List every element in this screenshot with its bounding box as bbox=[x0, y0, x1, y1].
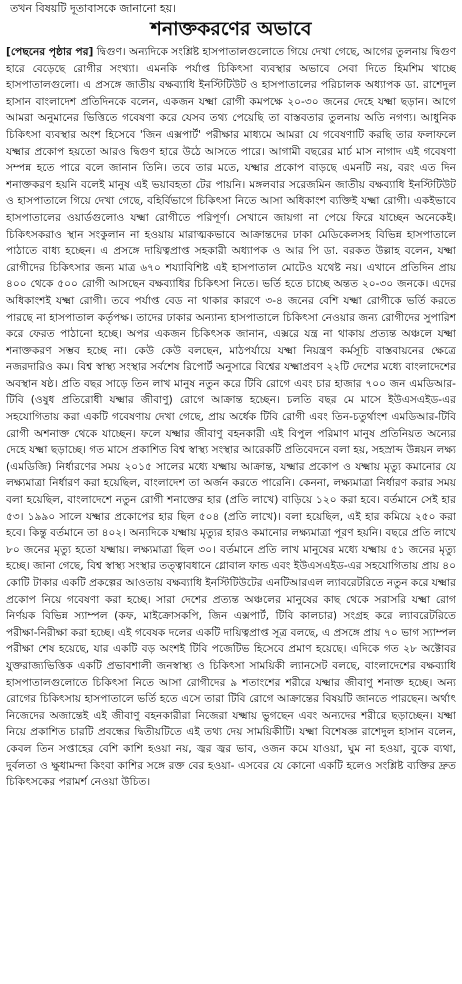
previous-article-tail: তখন বিষয়টি দূতাবাসকে জানানো হয়। bbox=[10, 2, 177, 15]
article-headline: শনাক্তকরণের অভাবে bbox=[150, 18, 312, 40]
continued-from-label: [পেছনের পৃষ্ঠার পর] bbox=[6, 46, 94, 58]
article-body bbox=[6, 44, 456, 980]
article-paragraph bbox=[6, 44, 456, 791]
article-text: দ্বিগুণ। অন্যদিকে সংশ্লিষ্ট হাসপাতালগুলোতে গিয়ে দেখা গেছে, আগের তুলনায় দ্বিগুণ হারে বেড়েছে রোগীর সংখ্যা। এমনকি পর্যাপ্ত চিকিৎসা ব্যবস্থার অভাবে সেবা দিতে হিমশিম খাচ্ছে হাসপাতালগুলো। এ প্রসঙ্গে জাতীয় বক্ষব্যাধি ইনস্টিটিউট ও হাসপাতালের পরিচালক অধ্যাপক ডা. রাশেদুল হাসান বাংলাদেশ প্রতিদিনকে বলেন, একজন যক্ষ্মা রোগী কমপক্ষে ২০-৩০ জনের দেহে যক্ষ্মা ছড়ান। আগে আমরা অনুমানের ভিত্তিতে গবেষণা করে যেসব তথ্য পেয়েছি তা বাস্তবতার তুলনায় অতি নগণ্য। আধুনিক চিকিৎসা ব্যবস্থার অংশ হিসেবে 'জিন এক্সপার্ট' পরীক্ষার মাধ্যমে আমরা যে গবেষণাটি করছি তার ফলাফলে যক্ষ্মার প্রকোপ হয়তো আরও দ্বিগুণ হারে উঠে আসতে পারে। আগামী বছরের মার্চ মাস নাগাদ এই গবেষণা সম্পন্ন হতে পারে বলে জানান তিনি। তবে তার মতে, যক্ষ্মার প্রকোপ বাড়ছে এমনটি নয়, বরং এত দিন শনাক্তকরণ হয়নি বলেই মানুষ এই ভয়াবহতা টের পায়নি। মঙ্গলবার সরেজমিন জাতীয় বক্ষব্যাধি ইনস্টিটিউট ও হাসপাতালে গিয়ে দেখা গেছে, বহির্বিভাগে চিকিৎসা নিতে আসা অধিকাংশ ব্যক্তিই যক্ষ্মা রোগী। একইভাবে হাসপাতালের ওয়ার্ডগুলোও যক্ষ্মা রোগীতে পরিপূর্ণ। সেখানে জায়গা না পেয়ে ফিরে যাচ্ছেন অনেকেই। চিকিৎসকরাও স্থান সংকুলান না হওয়ায় মারাত্মকভাবে আক্রান্তদের ঢাকা মেডিকেলসহ বিভিন্ন হাসপাতালে পাঠাতে বাধ্য হচ্ছেন। এ প্রসঙ্গে দায়িত্বপ্রাপ্ত সহকারী অধ্যাপক ও আর পি ডা. বরকত উল্লাহ বলেন, যক্ষ্মা রোগীদের চিকিৎসার জন্য মাত্র ৬৭০ শয্যাবিশিষ্ট এই হাসপাতাল মোটেও যথেষ্ট নয়। এখানে প্রতিদিন প্রায় ৪০০ থেকে ৫০০ রোগী আসছেন বক্ষব্যাধির চিকিৎসা নিতে। ভর্তি হতে চাচ্ছে অন্তত ২০-৩০ জনকে। এদের অধিকাংশই যক্ষ্মা রোগী। তবে পর্যাপ্ত বেড না থাকার কারণে ৩-৪ জনের বেশি যক্ষ্মা রোগীকে ভর্তি করতে পারছে না হাসপাতাল কর্তৃপক্ষ। তাদের ঢাকার অন্যান্য হাসপাতালে চিকিৎসা নেওয়ার জন্য রোগীদের সুপারিশ করে ফেরত পাঠানো হচ্ছে। অপর একজন চিকিৎসক জানান, এক্সরে যন্ত্র না থাকায় প্রত্যন্ত অঞ্চলে যক্ষ্মা শনাক্তকরণ সম্ভব হচ্ছে না। কেউ কেউ বলছেন, মাঠপর্যায়ে যক্ষ্মা নিয়ন্ত্রণ কর্মসূচি বাস্তবায়নের ক্ষেত্রে নজরদারিও কম। বিশ্ব স্বাস্থ্য সংস্থার সর্বশেষ রিপোর্ট অনুসারে বিশ্বের যক্ষ্মাপ্রবণ ২২টি দেশের মধ্যে বাংলাদেশের অবস্থান ষষ্ঠ। প্রতি বছর সাড়ে তিন লাখ মানুষ নতুন করে টিবি রোগে এবং চার হাজার ৭০০ জন এমডিআর-টিবি (ওষুধ প্রতিরোধী যক্ষ্মার জীবাণু) রোগে আক্রান্ত হচ্ছেন। চলতি বছর মে মাসে ইউএসএইড-এর সহযোগিতায় করা একটি গবেষণায় দেখা গেছে, প্রায় অর্ধেক টিবি রোগী এবং তিন-চতুর্থাংশ এমডিআর-টিবি রোগী অশনাক্ত থেকে যাচ্ছেন। ফলে যক্ষ্মার জীবাণু বহনকারী এই বিপুল পরিমাণ মানুষ প্রতিনিয়ত অন্যের দেহে যক্ষ্মা ছড়াচ্ছে। গত মাসে প্রকাশিত বিশ্ব স্বাস্থ্য সংস্থার আরেকটি প্রতিবেদনে বলা হয়, সহস্রাব্দ উন্নয়ন লক্ষ্য (এমডিজি) নির্ধারণের সময় ২০১৫ সালের মধ্যে যক্ষ্মায় আক্রান্ত, যক্ষ্মার প্রকোপ ও যক্ষ্মায় মৃত্যু কমানোর যে লক্ষ্যমাত্রা নির্ধারণ করা হয়েছিল, বাংলাদেশ তা অর্জন করতে পারেনি। কেননা, লক্ষ্যমাত্রা নির্ধারণ করার সময় বলা হয়েছিল, বাংলাদেশে নতুন রোগী শনাক্তের হার (প্রতি লাখে) বাড়িয়ে ১২০ করা হবে। বর্তমানে সেই হার ৫৩। ১৯৯০ সালে যক্ষ্মার প্রকোপের হার ছিল ৫০৪ (প্রতি লাখে)। বলা হয়েছিল, এই হার কমিয়ে ২৫০ করা হবে। কিন্তু বর্তমানে তা ৪০২। অন্যদিকে যক্ষ্মায় মৃত্যুর হারও কমানোর লক্ষ্যমাত্রা পূরণ হয়নি। বছরে প্রতি লাখে ৮০ জনের মৃত্যু হতো যক্ষ্মায়। লক্ষ্যমাত্রা ছিল ৩০। বর্তমানে প্রতি লাখ মানুষের মধ্যে যক্ষ্মায় ৫১ জনের মৃত্যু হচ্ছে। জানা গেছে, বিশ্ব স্বাস্থ্য সংস্থার তত্ত্বাবধানে গ্লোবাল ফান্ড এবং ইউএসএইড-এর সহযোগিতায় প্রায় ৪০ কোটি টাকার একটি প্রকল্পের আওতায় বক্ষব্যাধি ইনস্টিটিউটের এনটিআরএল ল্যাবরেটরিতে নতুন করে যক্ষ্মার প্রকোপ নিয়ে গবেষণা করা হচ্ছে। সারা দেশের প্রত্যন্ত অঞ্চলের মানুষের কাছ থেকে সরাসরি যক্ষ্মা রোগ নির্ণয়ক বিভিন্ন স্যাম্পল (কফ, মাইক্রোসকপি, জিন এক্সপার্ট, টিবি কালচার) সংগ্রহ করে ল্যাবরেটরিতে পরীক্ষা-নিরীক্ষা করা হচ্ছে। এই গবেষক দলের একটি দায়িত্বপ্রাপ্ত সূত্র বলছে, এ প্রসঙ্গে প্রায় ৭০ ভাগ স্যাম্পল পরীক্ষা শেষ হয়েছে, যার একটি বড় অংশই টিবি পজেটিভ হিসেবে প্রমাণ হয়েছে। এদিকে গত ২৮ অক্টোবর যুক্তরাজ্যভিত্তিক একটি প্রভাবশালী জনস্বাস্থ্য ও চিকিৎসা সাময়িকী ল্যানসেট বলছে, বাংলাদেশের বক্ষব্যাধি হাসপাতালগুলোতে চিকিৎসা নিতে আসা রোগীদের ৯ শতাংশের শরীরে যক্ষ্মার জীবাণু শনাক্ত হচ্ছে। অন্য রোগের চিকিৎসায় হাসপাতালে ভর্তি হতে এসে তারা টিবি রোগে আক্রান্তের বিষয়টি জানতে পারছেন। অর্থাৎ নিজেদের অজান্তেই এই জীবাণু বহনকারীরা নিজেরা যক্ষ্মায় ভুগছেন এবং অন্যদের শরীরে ছড়াচ্ছেন। যক্ষ্মা নিয়ে প্রকাশিত চারটি প্রবন্ধের দ্বিতীয়টিতে এই তথ্য দেয় সাময়িকীটি। যক্ষ্মা বিশেষজ্ঞ রাশেদুল হাসান বলেন, কেবল তিন সপ্তাহের বেশি কাশি হওয়া নয়, জ্বর জ্বর ভাব, ওজন কমে যাওয়া, ঘুম না হওয়া, বুকে ব্যথা, দুর্বলতা ও ক্ষুধামন্দা কিংবা কাশির সঙ্গে রক্ত বের হওয়া- এসবের যে কোনো একটি হলেও সংশ্লিষ্ট ব্যক্তির দ্রুত চিকিৎসকের পরামর্শ নেওয়া উচিত। bbox=[6, 46, 456, 789]
